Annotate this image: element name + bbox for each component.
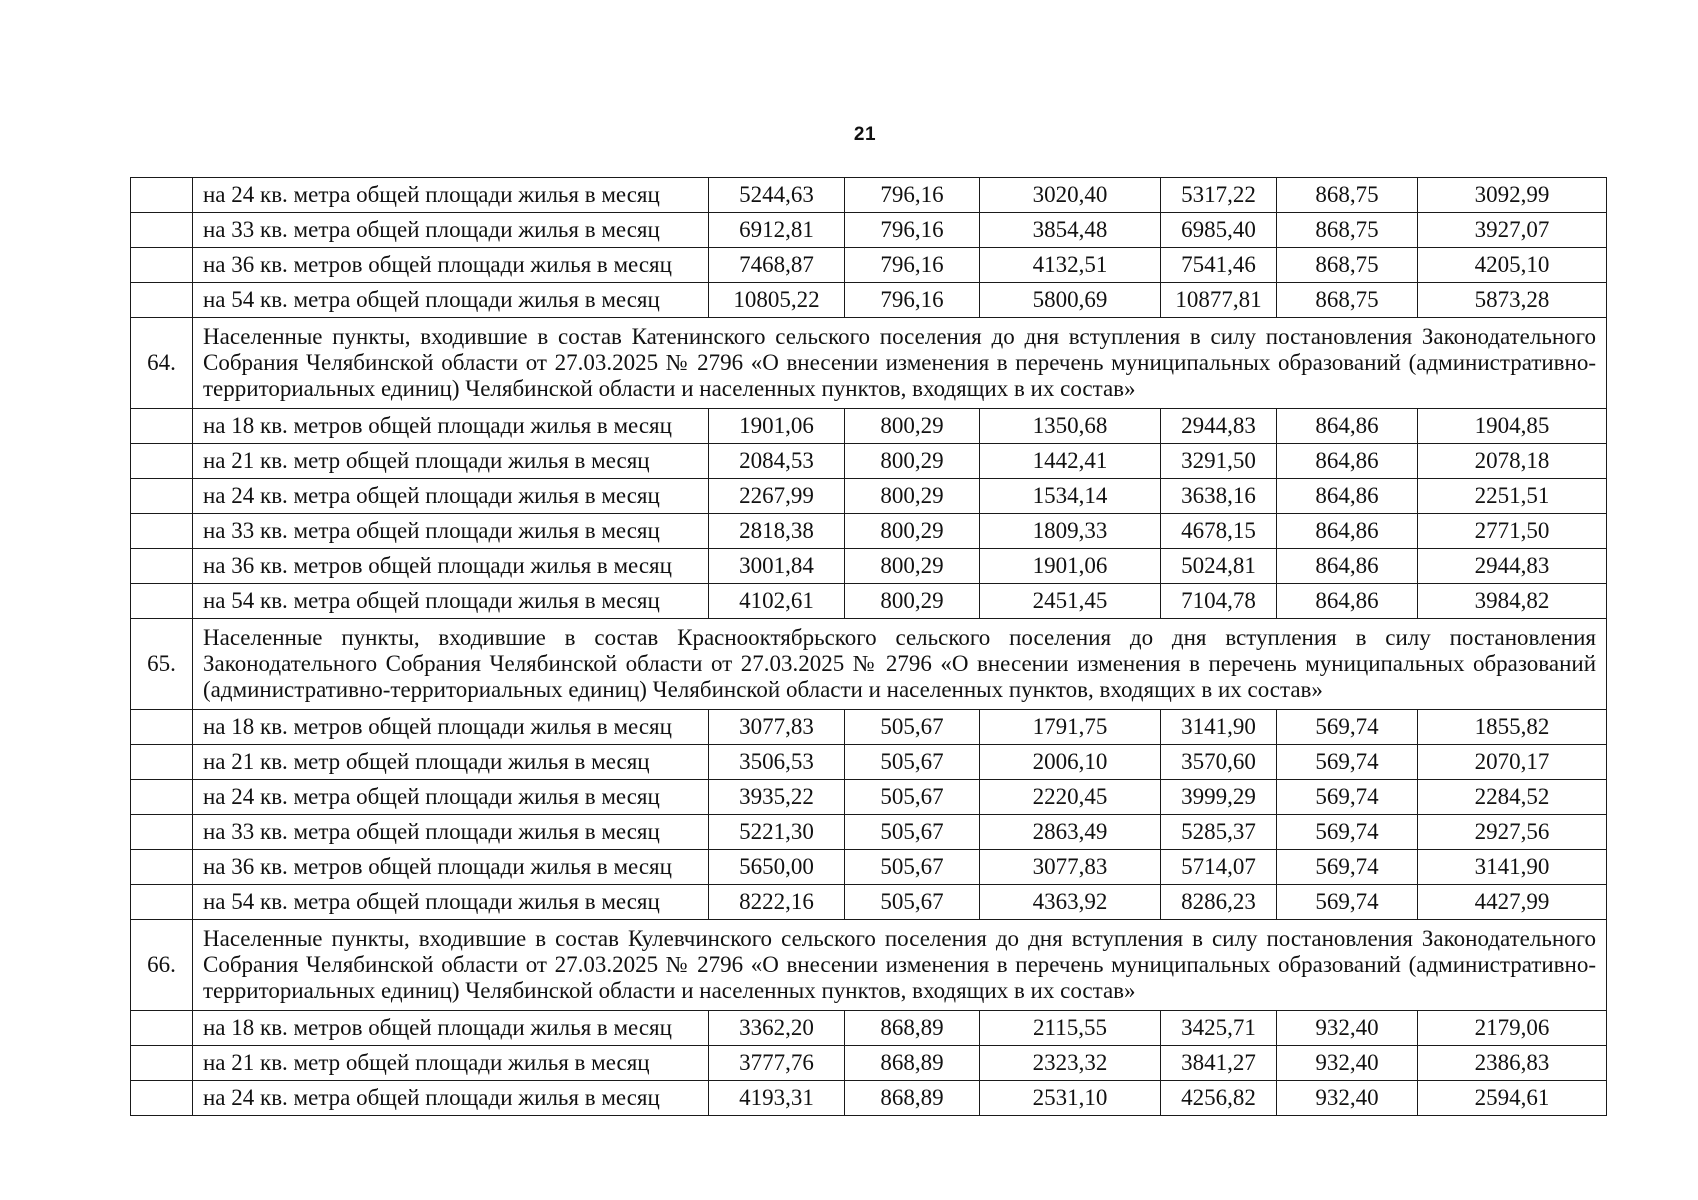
- value-cell-v2: 796,16: [845, 283, 980, 318]
- table-row: [131, 514, 1607, 549]
- row-number-cell: [131, 549, 193, 584]
- group-header-row: [131, 619, 1607, 710]
- table-row: [131, 444, 1607, 479]
- row-number-cell: [131, 178, 193, 213]
- norm-description-cell: на 18 кв. метров общей площади жилья в месяц: [193, 1011, 709, 1046]
- row-number-cell: [131, 1046, 193, 1081]
- tariff-table: [130, 177, 1607, 1116]
- value-cell-v1: 3935,22: [709, 780, 845, 815]
- value-cell-v5: 868,75: [1277, 283, 1418, 318]
- table-row: [131, 479, 1607, 514]
- value-cell-v3: 2531,10: [980, 1081, 1161, 1116]
- value-cell-v4: 3841,27: [1161, 1046, 1277, 1081]
- norm-description-cell: на 24 кв. метра общей площади жилья в месяц: [193, 780, 709, 815]
- norm-description-cell: на 33 кв. метра общей площади жилья в месяц: [193, 514, 709, 549]
- value-cell-v2: 868,89: [845, 1046, 980, 1081]
- value-cell-v4: 3638,16: [1161, 479, 1277, 514]
- value-cell-v1: 1901,06: [709, 409, 845, 444]
- value-cell-v3: 1534,14: [980, 479, 1161, 514]
- value-cell-v3: 2006,10: [980, 745, 1161, 780]
- norm-description-cell: на 24 кв. метра общей площади жилья в месяц: [193, 178, 709, 213]
- value-cell-v1: 3077,83: [709, 710, 845, 745]
- value-cell-v5: 864,86: [1277, 479, 1418, 514]
- group-number: 65.: [131, 619, 193, 710]
- value-cell-v6: 2284,52: [1418, 780, 1607, 815]
- value-cell-v2: 800,29: [845, 549, 980, 584]
- value-cell-v4: 7541,46: [1161, 248, 1277, 283]
- value-cell-v6: 3141,90: [1418, 850, 1607, 885]
- value-cell-v2: 796,16: [845, 248, 980, 283]
- value-cell-v4: 3570,60: [1161, 745, 1277, 780]
- value-cell-v6: 4427,99: [1418, 885, 1607, 920]
- value-cell-v2: 800,29: [845, 479, 980, 514]
- norm-description-cell: на 24 кв. метра общей площади жилья в месяц: [193, 479, 709, 514]
- value-cell-v6: 2771,50: [1418, 514, 1607, 549]
- value-cell-v3: 3077,83: [980, 850, 1161, 885]
- row-number-cell: [131, 283, 193, 318]
- value-cell-v4: 6985,40: [1161, 213, 1277, 248]
- table-row: [131, 248, 1607, 283]
- value-cell-v3: 1350,68: [980, 409, 1161, 444]
- value-cell-v6: 3092,99: [1418, 178, 1607, 213]
- value-cell-v3: 5800,69: [980, 283, 1161, 318]
- value-cell-v2: 800,29: [845, 514, 980, 549]
- norm-description-cell: на 33 кв. метра общей площади жилья в месяц: [193, 213, 709, 248]
- value-cell-v5: 569,74: [1277, 710, 1418, 745]
- value-cell-v4: 10877,81: [1161, 283, 1277, 318]
- norm-description-cell: на 18 кв. метров общей площади жилья в месяц: [193, 710, 709, 745]
- value-cell-v3: 1901,06: [980, 549, 1161, 584]
- table-row: [131, 710, 1607, 745]
- value-cell-v2: 796,16: [845, 213, 980, 248]
- value-cell-v3: 2451,45: [980, 584, 1161, 619]
- table-row: [131, 1081, 1607, 1116]
- value-cell-v4: 3291,50: [1161, 444, 1277, 479]
- value-cell-v3: 4132,51: [980, 248, 1161, 283]
- value-cell-v4: 3999,29: [1161, 780, 1277, 815]
- value-cell-v4: 5714,07: [1161, 850, 1277, 885]
- value-cell-v6: 4205,10: [1418, 248, 1607, 283]
- row-number-cell: [131, 1011, 193, 1046]
- value-cell-v3: 2115,55: [980, 1011, 1161, 1046]
- value-cell-v1: 3001,84: [709, 549, 845, 584]
- value-cell-v2: 800,29: [845, 584, 980, 619]
- norm-description-cell: на 36 кв. метров общей площади жилья в месяц: [193, 549, 709, 584]
- norm-description-cell: на 33 кв. метра общей площади жилья в месяц: [193, 815, 709, 850]
- table-row: [131, 283, 1607, 318]
- row-number-cell: [131, 780, 193, 815]
- value-cell-v1: 5221,30: [709, 815, 845, 850]
- value-cell-v1: 4102,61: [709, 584, 845, 619]
- value-cell-v3: 1442,41: [980, 444, 1161, 479]
- value-cell-v5: 569,74: [1277, 850, 1418, 885]
- row-number-cell: [131, 815, 193, 850]
- value-cell-v1: 5650,00: [709, 850, 845, 885]
- value-cell-v1: 3362,20: [709, 1011, 845, 1046]
- row-number-cell: [131, 514, 193, 549]
- value-cell-v5: 864,86: [1277, 409, 1418, 444]
- value-cell-v2: 505,67: [845, 885, 980, 920]
- norm-description-cell: на 36 кв. метров общей площади жилья в месяц: [193, 248, 709, 283]
- row-number-cell: [131, 584, 193, 619]
- norm-description-cell: на 21 кв. метр общей площади жилья в месяц: [193, 745, 709, 780]
- table-row: [131, 850, 1607, 885]
- norm-description-cell: на 54 кв. метра общей площади жилья в месяц: [193, 885, 709, 920]
- value-cell-v6: 2078,18: [1418, 444, 1607, 479]
- value-cell-v6: 1855,82: [1418, 710, 1607, 745]
- value-cell-v1: 5244,63: [709, 178, 845, 213]
- value-cell-v1: 4193,31: [709, 1081, 845, 1116]
- value-cell-v3: 4363,92: [980, 885, 1161, 920]
- value-cell-v2: 505,67: [845, 780, 980, 815]
- value-cell-v5: 868,75: [1277, 248, 1418, 283]
- value-cell-v2: 505,67: [845, 815, 980, 850]
- norm-description-cell: на 18 кв. метров общей площади жилья в месяц: [193, 409, 709, 444]
- row-number-cell: [131, 850, 193, 885]
- group-description: Населенные пункты, входившие в состав Кулевчинского сельского поселения до дня вступления в силу постановления Законодательного Собрания Челябинской области от 27.03.2025 № 2796 «О внесении изменения в перечень муниципальных образований (административно-территориальных единиц) Челябинской области и населенных пунктов, входящих в их состав»: [193, 920, 1607, 1011]
- value-cell-v6: 2179,06: [1418, 1011, 1607, 1046]
- group-description: Населенные пункты, входившие в состав Краснооктябрьского сельского поселения до дня вступления в силу постановления Законодательного Собрания Челябинской области от 27.03.2025 № 2796 «О внесении изменения в перечень муниципальных образований (административно-территориальных единиц) Челябинской области и населенных пунктов, входящих в их состав»: [193, 619, 1607, 710]
- row-number-cell: [131, 213, 193, 248]
- table-row: [131, 885, 1607, 920]
- value-cell-v2: 505,67: [845, 710, 980, 745]
- value-cell-v6: 2594,61: [1418, 1081, 1607, 1116]
- row-number-cell: [131, 479, 193, 514]
- table-row: [131, 1046, 1607, 1081]
- value-cell-v4: 5285,37: [1161, 815, 1277, 850]
- group-header-row: [131, 318, 1607, 409]
- value-cell-v6: 1904,85: [1418, 409, 1607, 444]
- value-cell-v2: 868,89: [845, 1081, 980, 1116]
- value-cell-v1: 3506,53: [709, 745, 845, 780]
- value-cell-v4: 4678,15: [1161, 514, 1277, 549]
- value-cell-v4: 3425,71: [1161, 1011, 1277, 1046]
- value-cell-v5: 864,86: [1277, 584, 1418, 619]
- table-row: [131, 584, 1607, 619]
- norm-description-cell: на 54 кв. метра общей площади жилья в месяц: [193, 584, 709, 619]
- value-cell-v1: 2818,38: [709, 514, 845, 549]
- value-cell-v4: 4256,82: [1161, 1081, 1277, 1116]
- value-cell-v5: 864,86: [1277, 514, 1418, 549]
- table-row: [131, 780, 1607, 815]
- value-cell-v3: 2220,45: [980, 780, 1161, 815]
- value-cell-v6: 3927,07: [1418, 213, 1607, 248]
- value-cell-v1: 7468,87: [709, 248, 845, 283]
- value-cell-v2: 800,29: [845, 409, 980, 444]
- norm-description-cell: на 21 кв. метр общей площади жилья в месяц: [193, 444, 709, 479]
- value-cell-v3: 2863,49: [980, 815, 1161, 850]
- value-cell-v2: 505,67: [845, 850, 980, 885]
- value-cell-v1: 3777,76: [709, 1046, 845, 1081]
- value-cell-v5: 932,40: [1277, 1011, 1418, 1046]
- value-cell-v3: 3020,40: [980, 178, 1161, 213]
- value-cell-v4: 5317,22: [1161, 178, 1277, 213]
- group-number: 66.: [131, 920, 193, 1011]
- value-cell-v4: 3141,90: [1161, 710, 1277, 745]
- value-cell-v5: 864,86: [1277, 444, 1418, 479]
- row-number-cell: [131, 409, 193, 444]
- value-cell-v4: 5024,81: [1161, 549, 1277, 584]
- value-cell-v5: 569,74: [1277, 745, 1418, 780]
- value-cell-v1: 2267,99: [709, 479, 845, 514]
- value-cell-v6: 2944,83: [1418, 549, 1607, 584]
- table-body: [131, 178, 1607, 1116]
- value-cell-v1: 2084,53: [709, 444, 845, 479]
- row-number-cell: [131, 745, 193, 780]
- row-number-cell: [131, 1081, 193, 1116]
- norm-description-cell: на 36 кв. метров общей площади жилья в месяц: [193, 850, 709, 885]
- group-number: 64.: [131, 318, 193, 409]
- table-row: [131, 549, 1607, 584]
- value-cell-v3: 3854,48: [980, 213, 1161, 248]
- value-cell-v6: 5873,28: [1418, 283, 1607, 318]
- value-cell-v2: 505,67: [845, 745, 980, 780]
- row-number-cell: [131, 248, 193, 283]
- group-description: Населенные пункты, входившие в состав Катенинского сельского поселения до дня вступления в силу постановления Законодательного Собрания Челябинской области от 27.03.2025 № 2796 «О внесении изменения в перечень муниципальных образований (административно-территориальных единиц) Челябинской области и населенных пунктов, входящих в их состав»: [193, 318, 1607, 409]
- value-cell-v5: 569,74: [1277, 885, 1418, 920]
- value-cell-v3: 1809,33: [980, 514, 1161, 549]
- table-row: [131, 1011, 1607, 1046]
- value-cell-v5: 868,75: [1277, 178, 1418, 213]
- value-cell-v1: 8222,16: [709, 885, 845, 920]
- table-row: [131, 745, 1607, 780]
- norm-description-cell: на 54 кв. метра общей площади жилья в месяц: [193, 283, 709, 318]
- value-cell-v5: 932,40: [1277, 1081, 1418, 1116]
- norm-description-cell: на 24 кв. метра общей площади жилья в месяц: [193, 1081, 709, 1116]
- row-number-cell: [131, 444, 193, 479]
- value-cell-v5: 569,74: [1277, 780, 1418, 815]
- value-cell-v1: 6912,81: [709, 213, 845, 248]
- value-cell-v6: 2386,83: [1418, 1046, 1607, 1081]
- row-number-cell: [131, 710, 193, 745]
- value-cell-v6: 2070,17: [1418, 745, 1607, 780]
- value-cell-v2: 796,16: [845, 178, 980, 213]
- value-cell-v4: 7104,78: [1161, 584, 1277, 619]
- row-number-cell: [131, 885, 193, 920]
- value-cell-v2: 800,29: [845, 444, 980, 479]
- value-cell-v4: 2944,83: [1161, 409, 1277, 444]
- table-row: [131, 213, 1607, 248]
- table-row: [131, 178, 1607, 213]
- norm-description-cell: на 21 кв. метр общей площади жилья в месяц: [193, 1046, 709, 1081]
- value-cell-v4: 8286,23: [1161, 885, 1277, 920]
- value-cell-v6: 3984,82: [1418, 584, 1607, 619]
- table-row: [131, 409, 1607, 444]
- value-cell-v5: 864,86: [1277, 549, 1418, 584]
- value-cell-v6: 2251,51: [1418, 479, 1607, 514]
- page-number: 21: [853, 124, 877, 145]
- value-cell-v5: 868,75: [1277, 213, 1418, 248]
- value-cell-v5: 932,40: [1277, 1046, 1418, 1081]
- value-cell-v2: 868,89: [845, 1011, 980, 1046]
- value-cell-v1: 10805,22: [709, 283, 845, 318]
- table-row: [131, 815, 1607, 850]
- value-cell-v3: 2323,32: [980, 1046, 1161, 1081]
- value-cell-v3: 1791,75: [980, 710, 1161, 745]
- group-header-row: [131, 920, 1607, 1011]
- value-cell-v6: 2927,56: [1418, 815, 1607, 850]
- value-cell-v5: 569,74: [1277, 815, 1418, 850]
